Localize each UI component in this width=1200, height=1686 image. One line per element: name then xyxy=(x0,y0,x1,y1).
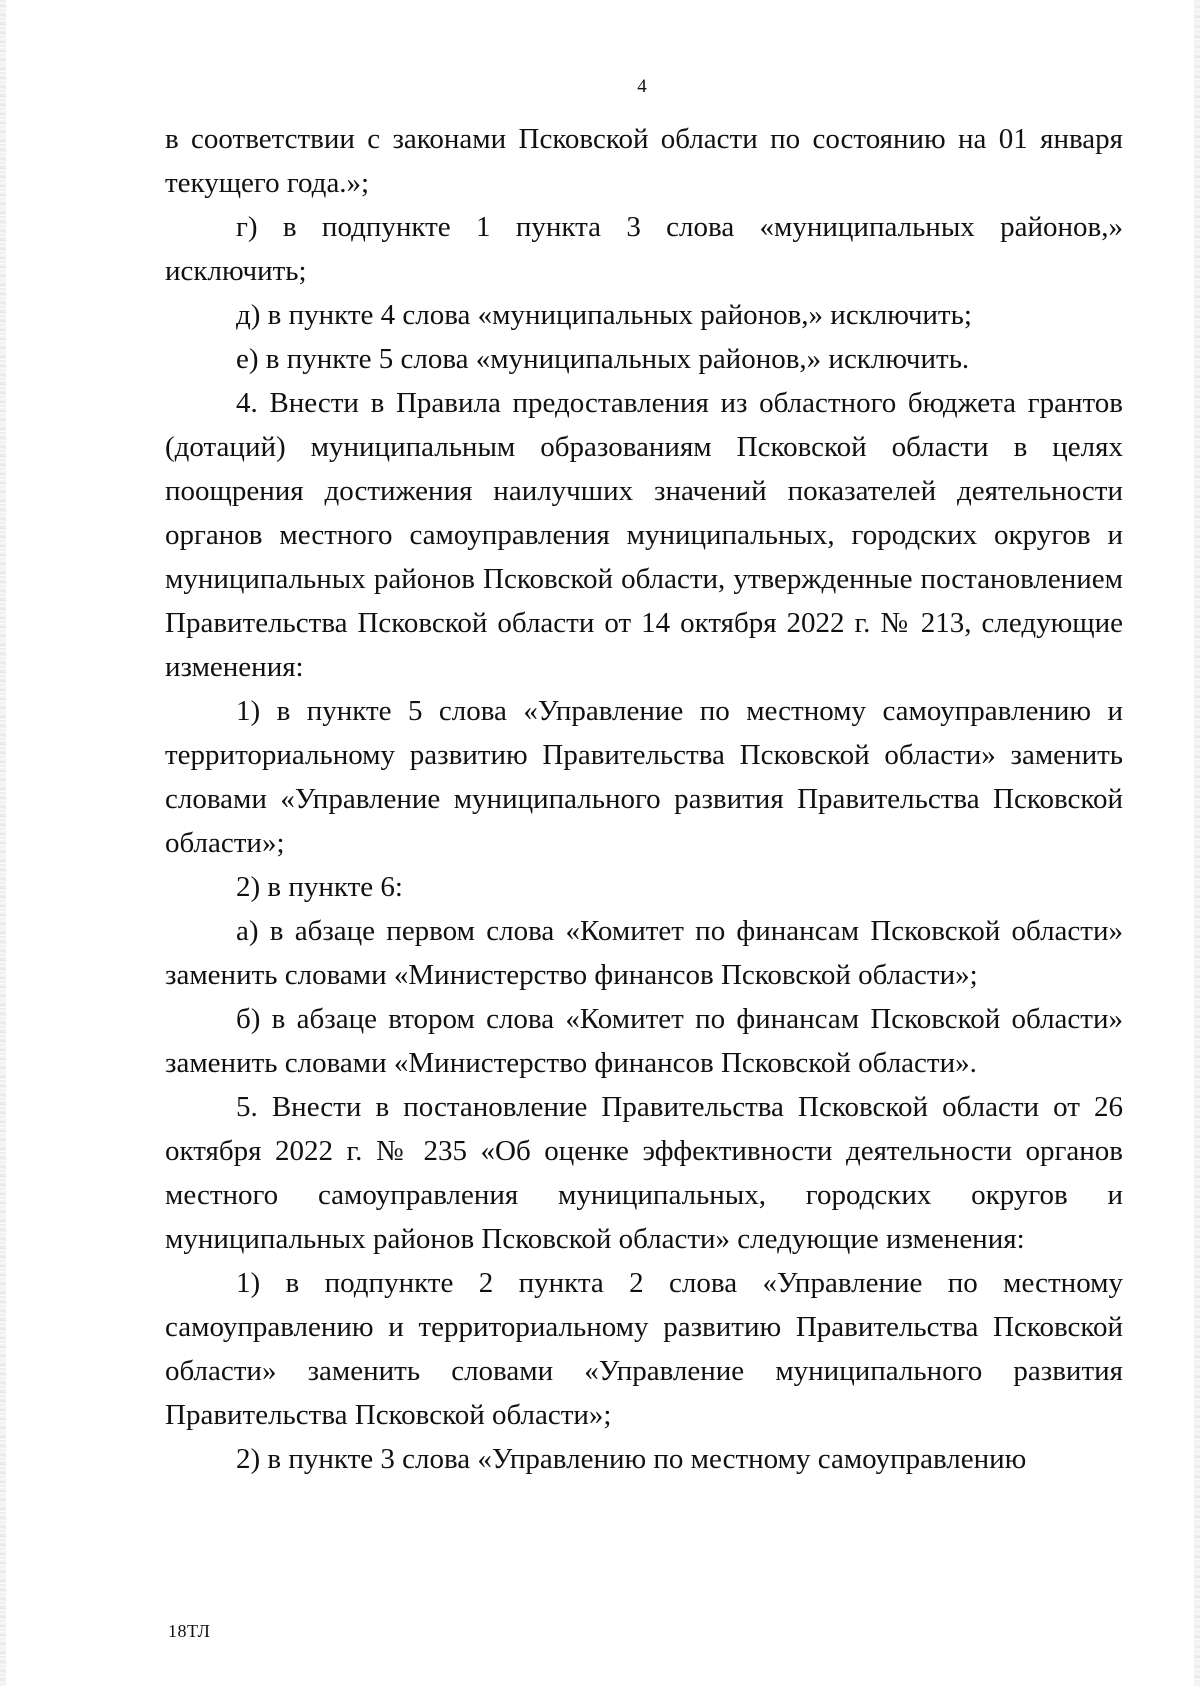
paragraph-section-5: 5. Внести в постановление Правительства Псковской области от 26 октября 2022 г. № 235 «Об оценке эффективности деятельности органов местного самоуправления муниципальных, городских округов и муниципальных районов Псковской области» следующие изменения: xyxy=(165,1091,1123,1255)
scan-edge-right xyxy=(1194,0,1200,1686)
paragraph-section-5-item-2: 2) в пункте 3 слова «Управлению по местному самоуправлению xyxy=(236,1443,1027,1475)
scan-edge-left xyxy=(0,0,6,1686)
paragraph-continuation: в соответствии с законами Псковской области по состоянию на 01 января текущего года.»; xyxy=(165,123,1123,199)
paragraph-section-4-item-1: 1) в пункте 5 слова «Управление по местному самоуправлению и территориальному развитию Правительства Псковской области» заменить словами «Управление муниципального развития Правительства Псковской области»; xyxy=(165,695,1123,859)
footer-code: 18ТЛ xyxy=(168,1621,211,1641)
paragraph-item-e: е) в пункте 5 слова «муниципальных районов,» исключить. xyxy=(236,343,970,375)
paragraph-section-4-item-2a: а) в абзаце первом слова «Комитет по финансам Псковской области» заменить словами «Министерство финансов Псковской области»; xyxy=(165,915,1123,991)
paragraph-section-4-item-2: 2) в пункте 6: xyxy=(236,871,403,903)
paragraph-section-4: 4. Внести в Правила предоставления из областного бюджета грантов (дотаций) муниципальным образованиям Псковской области в целях поощрения достижения наилучших значений показателей деятельности органов местного самоуправления муниципальных, городских округов и муниципальных районов Псковской области, утвержденные постановлением Правительства Псковской области от 14 октября 2022 г. № 213, следующие изменения: xyxy=(165,387,1123,683)
paragraph-item-d: д) в пункте 4 слова «муниципальных районов,» исключить; xyxy=(236,299,972,331)
paragraph-section-5-item-1: 1) в подпункте 2 пункта 2 слова «Управление по местному самоуправлению и территориальному развитию Правительства Псковской области» заменить словами «Управление муниципального развития Правительства Псковской области»; xyxy=(165,1267,1123,1431)
document-body xyxy=(165,117,1123,1481)
paragraph-item-g: г) в подпункте 1 пункта 3 слова «муниципальных районов,» исключить; xyxy=(165,211,1123,287)
paragraph-section-4-item-2b: б) в абзаце втором слова «Комитет по финансам Псковской области» заменить словами «Министерство финансов Псковской области». xyxy=(165,1003,1123,1079)
page-number: 4 xyxy=(637,76,647,97)
